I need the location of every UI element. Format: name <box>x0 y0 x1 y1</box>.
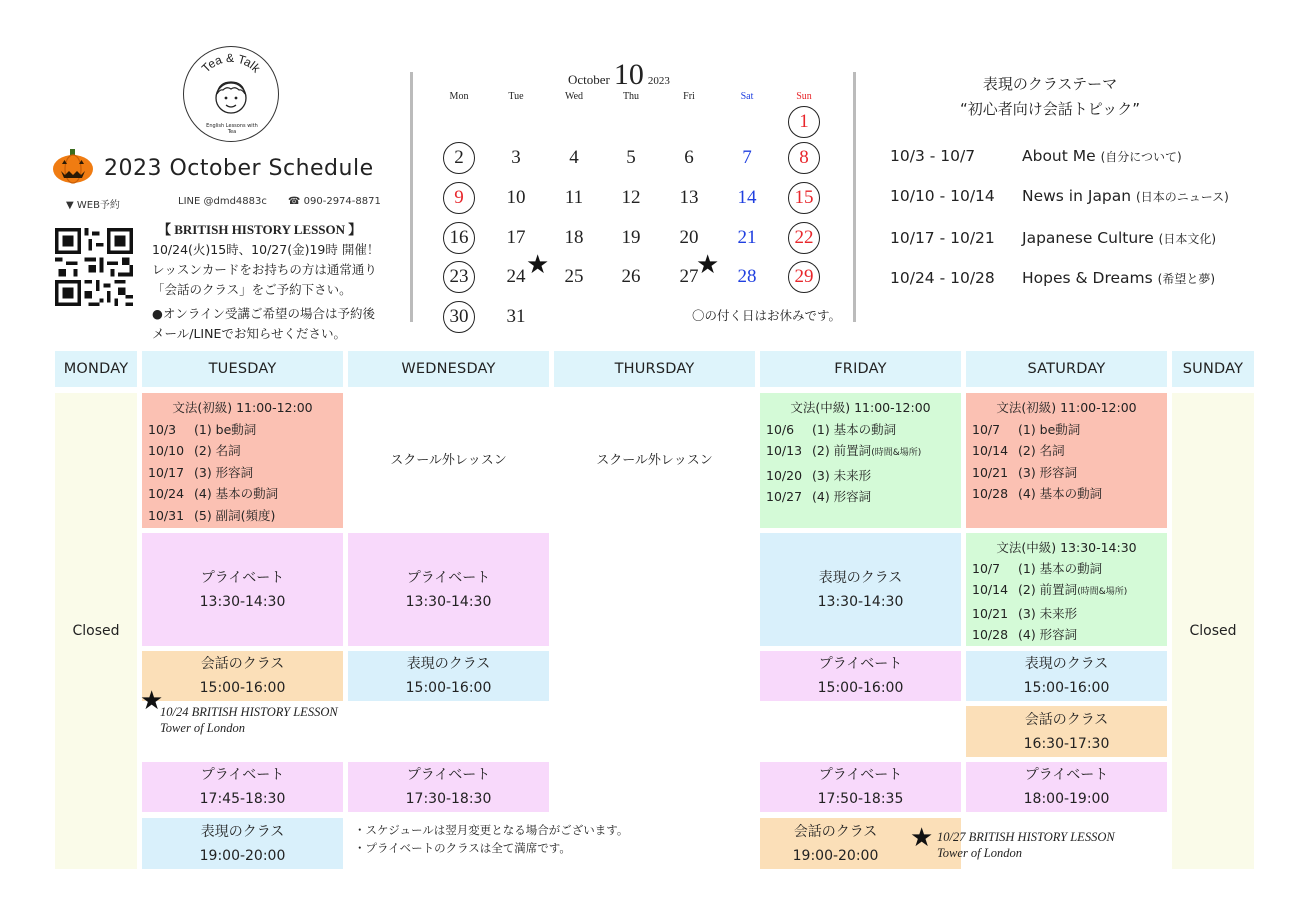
col-wednesday: WEDNESDAY <box>348 351 549 387</box>
calendar-year: 2023 <box>647 75 670 87</box>
calendar-day-number: 20 <box>679 227 699 248</box>
col-sunday: SUNDAY <box>1172 351 1254 387</box>
calendar-day-number: 16 <box>443 222 475 254</box>
tue-private-1330[interactable]: プライベート 13:30-14:30 <box>142 533 343 646</box>
british-history-info <box>152 220 379 344</box>
sunday-closed <box>1172 393 1254 869</box>
calendar-day[interactable] <box>439 141 479 175</box>
calendar-day-number: 8 <box>788 142 820 174</box>
calendar-day[interactable] <box>669 181 709 215</box>
footnotes <box>354 821 628 857</box>
calendar-day[interactable] <box>727 260 767 294</box>
col-monday: MONDAY <box>55 351 137 387</box>
calendar-day-number: 31 <box>506 306 526 327</box>
wed-private-1330[interactable]: プライベート 13:30-14:30 <box>348 533 549 646</box>
bh-line: 「会話のクラス」をご予約下さい。 <box>152 282 352 297</box>
fri-expression-1330[interactable]: 表現のクラス 13:30-14:30 <box>760 533 961 646</box>
calendar-day-number: 25 <box>564 266 584 287</box>
fri-private-1750[interactable]: プライベート 17:50-18:35 <box>760 762 961 812</box>
calendar-weekday-tue: Tue <box>508 91 524 102</box>
grammar-row: 10/7 (1) 基本の動詞 <box>972 561 1103 576</box>
star-icon: ★ <box>696 250 720 280</box>
col-tuesday: TUESDAY <box>142 351 343 387</box>
calendar-weekday-thu: Thu <box>622 91 640 102</box>
grammar-row: 10/7 (1) be動詞 <box>972 421 1081 437</box>
theme-dates: 10/17 - 10/21 <box>890 229 995 247</box>
theme-jp: (自分について) <box>1100 150 1182 164</box>
theme-jp: (希望と夢) <box>1157 272 1216 286</box>
calendar-day[interactable] <box>554 221 594 255</box>
grammar-row: 10/21 (3) 未来形 <box>972 606 1078 621</box>
col-friday: FRIDAY <box>760 351 961 387</box>
grammar-row: 10/31 (5) 副詞(頻度) <box>148 507 276 523</box>
star-icon: ★ <box>526 250 550 280</box>
web-reserve-link[interactable]: ▼ WEB予約 <box>66 200 120 211</box>
theme-row <box>890 269 1215 287</box>
thu-outside-lesson[interactable]: スクール外レッスン <box>596 452 713 468</box>
calendar-day-number: 30 <box>443 301 475 333</box>
separator <box>853 72 856 322</box>
theme-dates: 10/10 - 10/14 <box>890 187 995 205</box>
col-saturday: SATURDAY <box>966 351 1167 387</box>
calendar-day-number: 26 <box>621 266 641 287</box>
closed-label: Closed <box>72 623 120 639</box>
calendar-day[interactable] <box>784 260 824 294</box>
grammar-row: 10/10 (2) 名詞 <box>148 443 241 458</box>
fri-bh-note: 10/27 BRITISH HISTORY LESSON Tower of London <box>937 830 1115 860</box>
calendar-month-num: 10 <box>613 58 644 91</box>
theme-dates: 10/3 - 10/7 <box>890 147 976 165</box>
tue-bh-note: 10/24 BRITISH HISTORY LESSON Tower of London <box>160 705 338 735</box>
footnote: ・スケジュールは翌月変更となる場合がございます。 <box>354 823 629 837</box>
calendar-day-number: 12 <box>621 187 641 208</box>
calendar-day-number: 7 <box>742 147 752 168</box>
theme-row <box>890 147 1182 165</box>
theme-topic: Japanese Culture <box>1022 229 1154 247</box>
online-line: ●オンライン受講ご希望の場合は予約後 <box>152 306 376 321</box>
tue-grammar-class[interactable] <box>142 393 343 528</box>
theme-subtitle: “初心者向け会話トピック” <box>960 100 1140 118</box>
theme-topic: News in Japan <box>1022 187 1132 205</box>
theme-row <box>890 229 1216 247</box>
col-thursday: THURSDAY <box>554 351 755 387</box>
theme-jp: (日本のニュース) <box>1136 190 1229 204</box>
grammar-row: 10/28 (4) 形容詞 <box>972 627 1078 642</box>
tue-expression-1900[interactable]: 表現のクラス 19:00-20:00 <box>142 818 343 869</box>
calendar-weekday-mon: Mon <box>449 91 469 102</box>
theme-jp: (日本文化) <box>1158 232 1217 246</box>
calendar-day-number: 3 <box>511 147 521 168</box>
calendar-day[interactable] <box>496 141 536 175</box>
calendar-day[interactable] <box>439 260 479 294</box>
star-icon: ★ <box>910 823 934 853</box>
grammar-row: 10/14 (2) 名詞 <box>972 443 1065 458</box>
calendar-day[interactable] <box>784 105 824 139</box>
calendar-day[interactable] <box>554 141 594 175</box>
calendar-day[interactable] <box>611 260 651 294</box>
calendar-day-number: 19 <box>621 227 641 248</box>
theme-row <box>890 187 1229 205</box>
calendar-closed-note: 〇の付く日はお休みです。 <box>692 308 842 323</box>
monday-closed <box>55 393 137 869</box>
online-line: メール/LINEでお知らせください。 <box>152 326 346 341</box>
calendar-day-number: 10 <box>506 187 526 208</box>
calendar-day-number: 13 <box>679 187 699 208</box>
calendar-day-number: 24 <box>506 266 526 287</box>
calendar-day-number: 9 <box>443 182 475 214</box>
calendar-day-number: 21 <box>737 227 757 248</box>
tue-private-1745[interactable]: プライベート 17:45-18:30 <box>142 762 343 812</box>
svg-text:Tea & Talk <box>198 50 263 75</box>
theme-dates: 10/24 - 10/28 <box>890 269 995 287</box>
calendar-day[interactable] <box>439 221 479 255</box>
calendar-weekday-wed: Wed <box>564 91 584 102</box>
calendar-day-number: 23 <box>443 261 475 293</box>
calendar-day[interactable] <box>784 221 824 255</box>
tue-conversation-1500[interactable]: 会話のクラス 15:00-16:00 <box>142 651 343 701</box>
grammar-row: 10/27 (4) 形容詞 <box>766 489 872 504</box>
grammar-row: 10/24 (4) 基本の動詞 <box>148 486 279 501</box>
calendar-day[interactable] <box>496 300 536 334</box>
calendar-day-number: 1 <box>788 106 820 138</box>
schedule-title: 2023 October Schedule <box>104 156 374 181</box>
calendar-day[interactable] <box>554 181 594 215</box>
bh-line: 10/24(火)15時、10/27(金)19時 開催！ <box>152 242 380 257</box>
logo <box>183 46 279 142</box>
calendar-day-number: 11 <box>564 187 584 208</box>
sat-conversation-1630[interactable]: 会話のクラス 16:30-17:30 <box>966 706 1167 757</box>
calendar-day[interactable] <box>439 300 479 334</box>
calendar-day[interactable] <box>727 221 767 255</box>
wed-private-1730[interactable]: プライベート 17:30-18:30 <box>348 762 549 812</box>
calendar-weekday-fri: Fri <box>683 91 695 102</box>
calendar-day[interactable] <box>439 181 479 215</box>
theme-header <box>930 72 1170 122</box>
grammar-row: 10/20 (3) 未来形 <box>766 467 872 483</box>
calendar-weekday-sun: Sun <box>796 91 812 102</box>
grammar-row: 10/13 (2) 前置詞(時間&場所) <box>766 443 922 458</box>
separator <box>410 72 413 322</box>
star-icon: ★ <box>140 686 164 716</box>
calendar-day[interactable] <box>496 181 536 215</box>
calendar-day[interactable] <box>554 260 594 294</box>
calendar-day-number: 28 <box>737 266 757 287</box>
pumpkin-icon <box>52 148 94 184</box>
calendar-day-number: 6 <box>684 147 694 168</box>
theme-topic: Hopes & Dreams <box>1022 269 1153 287</box>
calendar-weekday-sat: Sat <box>740 91 754 102</box>
calendar-day-number: 15 <box>788 182 820 214</box>
logo-sub: English Lessons with Tea <box>206 123 258 135</box>
fri-conversation-1900[interactable]: 会話のクラス 19:00-20:00 <box>760 818 961 869</box>
sat-private-1800[interactable]: プライベート 18:00-19:00 <box>966 762 1167 812</box>
bh-line: レッスンカードをお持ちの方は通常通り <box>152 262 377 277</box>
fri-private-1500[interactable]: プライベート 15:00-16:00 <box>760 651 961 701</box>
bh-title: 【 BRITISH HISTORY LESSON 】 <box>158 222 362 237</box>
sat-grammar-class-1[interactable] <box>966 393 1167 528</box>
calendar-day-number: 4 <box>569 147 579 168</box>
theme-title: 表現のクラステーマ <box>982 75 1118 93</box>
calendar-day[interactable] <box>611 141 651 175</box>
theme-topic: About Me <box>1022 147 1096 165</box>
calendar-day[interactable] <box>611 221 651 255</box>
grammar-head: 文法(初級) 11:00-12:00 <box>172 400 313 415</box>
fri-grammar-class[interactable] <box>760 393 961 528</box>
calendar-day-number: 2 <box>443 142 475 174</box>
calendar-month-name: October <box>568 72 610 87</box>
sat-grammar-class-2[interactable] <box>966 533 1167 646</box>
calendar-day-number: 14 <box>737 187 757 208</box>
footnote: ・プライベートのクラスは全て満席です。 <box>354 841 571 855</box>
sat-expression-1500[interactable]: 表現のクラス 15:00-16:00 <box>966 651 1167 701</box>
wed-expression-1500[interactable]: 表現のクラス 15:00-16:00 <box>348 651 549 701</box>
calendar-day-number: 22 <box>788 222 820 254</box>
phone-number[interactable]: ☎ 090-2974-8871 <box>288 196 381 207</box>
calendar-day-number: 5 <box>626 147 636 168</box>
grammar-head: 文法(初級) 11:00-12:00 <box>996 400 1137 415</box>
qr-code[interactable] <box>55 228 133 306</box>
calendar-day-number: 18 <box>564 227 584 248</box>
calendar-day[interactable] <box>784 141 824 175</box>
grammar-row: 10/17 (3) 形容詞 <box>148 464 254 480</box>
calendar-day[interactable] <box>784 181 824 215</box>
grammar-row: 10/6 (1) 基本の動詞 <box>766 421 897 437</box>
grammar-row: 10/21 (3) 形容詞 <box>972 464 1078 480</box>
calendar-day-number: 17 <box>506 227 526 248</box>
grammar-row: 10/3 (1) be動詞 <box>148 421 257 437</box>
calendar-day[interactable] <box>611 181 651 215</box>
grammar-head: 文法(中級) 13:30-14:30 <box>996 540 1137 555</box>
grammar-head: 文法(中級) 11:00-12:00 <box>790 400 931 415</box>
calendar-day-number: 27 <box>679 266 699 287</box>
closed-label: Closed <box>1189 623 1237 639</box>
calendar-day[interactable] <box>727 181 767 215</box>
grammar-row: 10/28 (4) 基本の動詞 <box>972 486 1103 501</box>
calendar-day[interactable] <box>727 141 767 175</box>
wed-outside-lesson[interactable]: スクール外レッスン <box>390 452 507 468</box>
grammar-row: 10/14 (2) 前置詞(時間&場所) <box>972 582 1128 597</box>
calendar-day[interactable] <box>669 141 709 175</box>
logo-text: Tea & Talk <box>198 50 263 75</box>
calendar-title <box>568 58 670 92</box>
calendar-day-number: 29 <box>788 261 820 293</box>
line-id[interactable]: LINE @dmd4883c <box>178 196 267 207</box>
